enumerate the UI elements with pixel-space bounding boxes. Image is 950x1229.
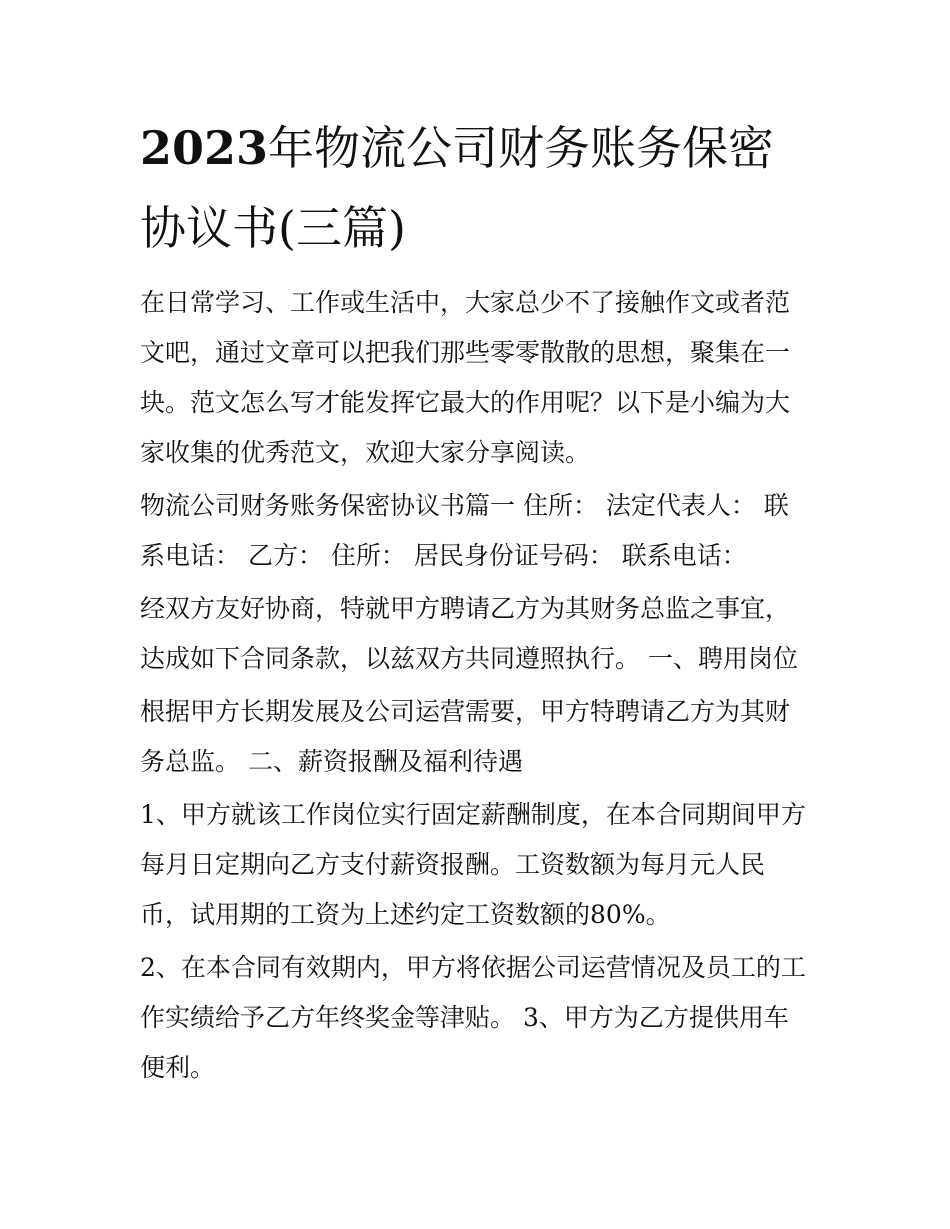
position-paragraph: 根据甲方长期发展及公司运营需要，甲方特聘请乙方为其财务总监。 二、薪资报酬及福利待遇 — [140, 697, 791, 776]
salary-clause-1: 1、甲方就该工作岗位实行固定薪酬制度，在本合同期间甲方每月日定期向乙方支付薪资报酬。工资数额为每月元人民币，试用期的工资为上述约定工资数额的80%。 — [140, 800, 806, 929]
parties-paragraph: 物流公司财务账务保密协议书篇一 住所： 法定代表人： 联系电话： 乙方： 住所： 居民身份证号码： 联系电话： — [140, 491, 789, 570]
document-page — [140, 108, 812, 1096]
title-year: 2023 — [140, 121, 269, 175]
salary-clause-2: 2、在本合同有效期内，甲方将依据公司运营情况及员工的工作实绩给予乙方年终奖金等津贴。 3、甲方为乙方提供用车便利。 — [140, 953, 806, 1082]
intro-paragraph: 在日常学习、工作或生活中，大家总少不了接触作文或者范文吧，通过文章可以把我们那些零零散散的思想，聚集在一块。范文怎么写才能发挥它最大的作用呢？以下是小编为大家收集的优秀范文，欢迎大家分享阅读。 — [140, 288, 791, 467]
document-title — [140, 108, 812, 268]
agreement-paragraph: 经双方友好协商，特就甲方聘请乙方为其财务总监之事宜，达成如下合同条款，以兹双方共同遵照执行。 一、聘用岗位 — [140, 594, 798, 673]
title-text: 年物流公司财务账务保密协议书(三篇) — [140, 121, 775, 255]
